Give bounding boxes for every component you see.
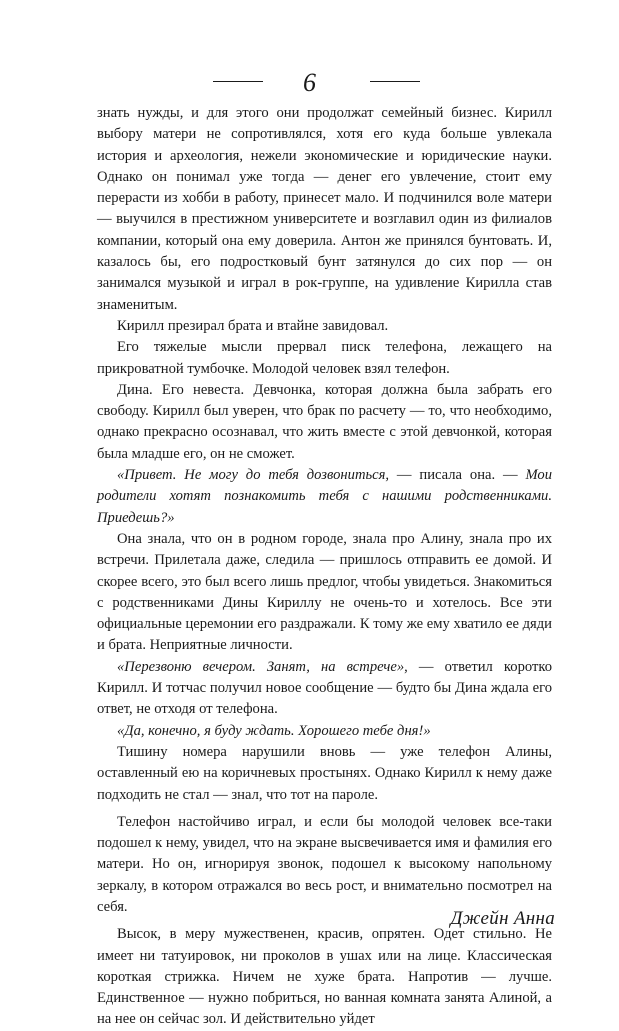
body-text [97, 103, 552, 1031]
paragraph: знать нужды, и для этого они продолжат семейный бизнес. Кирилл выбору матери не сопротивлялся, хотя его куда больше увлекала история и археология, нежели экономические и юридические науки. Однако он понимал уже тогда — денег его увлечение, стоит ему перерасти из хобби в работу, принесет мало. И подчинился воле матери — выучился в престижном университете и возглавил один из филиалов компании, который она ему доверила. Антон же принялся бунтовать. И, казалось бы, его подростковый бунт затянулся до сих пор — он занимался музыкой и играл в рок-группе, на удивление Кирилла став знаменитым. [97, 105, 552, 313]
sms-reply-kirill [97, 657, 552, 721]
sms-message-dina-2: «Да, конечно, я буду ждать. Хорошего тебе дня!» [117, 722, 431, 739]
paragraph: Его тяжелые мысли прервал писк телефона, лежащего на прикроватной тумбочке. Молодой человек взял телефон. [97, 339, 552, 377]
message-text: Мои родители хотят познакомить тебя с нашими родственниками. Приедешь?» [97, 467, 552, 526]
author-signature: Джейн Анна [450, 908, 555, 929]
message-narration: , — ответил коротко Кирилл. И тотчас получил новое сообщение — будто бы Дина ждала его ответ, не отходя от телефона. [97, 658, 552, 718]
sms-message-dina [97, 465, 552, 529]
message-text: «Перезвоню вечером. Занят, на встрече» [117, 658, 405, 675]
paragraph: Высок, в меру мужественен, красив, опрятен. Одет стильно. Не имеет ни татуировок, ни проколов в ушах или на лице. Классическая короткая стрижка. Ничем не хуже брата. Напротив — лучше. Единственное — нужно побриться, но ванная комната занята Алиной, а на нее он сейчас зол. И действительно уйдет [97, 926, 552, 1028]
header-rule-right [370, 81, 420, 82]
message-text: «Привет. Не могу до тебя дозвониться, [117, 467, 390, 484]
page-header [0, 68, 619, 98]
page-number: 6 [303, 68, 316, 97]
paragraph: Телефон настойчиво играл, и если бы молодой человек все-таки подошел к нему, увидел, что на экране высвечивается имя и фамилия его матери. Но он, игнорируя звонок, подошел к высокому напольному зеркалу, в котором отражался во весь рост, и внимательно посмотрел на себя. [97, 813, 552, 915]
paragraph: Кирилл презирал брата и втайне завидовал. [117, 317, 389, 334]
paragraph: Тишину номера нарушили вновь — уже телефон Алины, оставленный ею на коричневых простынях. Однако Кирилл к нему даже подходить не стал — знал, что тот на пароле. [97, 743, 552, 803]
paragraph: Дина. Его невеста. Девчонка, которая должна была забрать его свободу. Кирилл был уверен, что брак по расчету — то, что необходимо, однако прекрасно осознавал, что жить вместе с этой девчонкой, которая была младше его, он не сможет. [97, 381, 552, 462]
message-narration: — писала она. — [389, 467, 526, 484]
paragraph: Она знала, что он в родном городе, знала про Алину, знала про их встречи. Прилетала даже, следила — пришлось отправить ее домой. И скорее всего, это был всего лишь предлог, чтобы увидеться. Знакомиться с родственниками Дины Кириллу не очень-то и хотелось. Все эти официальные церемонии его раздражали. К тому же ему хватило ее дяди и брата. Неприятные личности. [97, 530, 552, 654]
